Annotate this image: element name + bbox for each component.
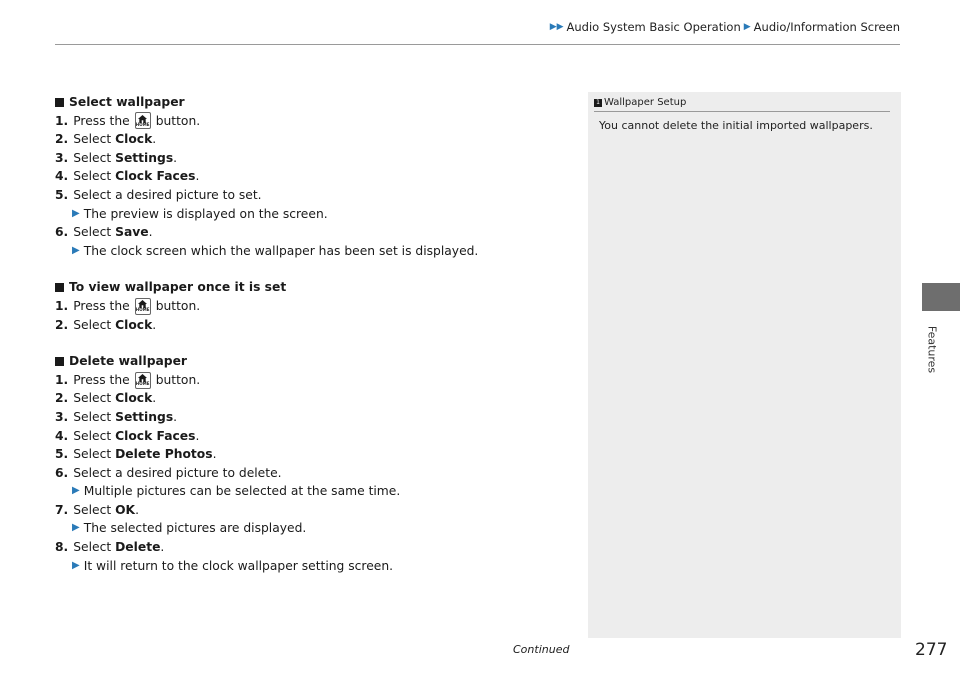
section-title xyxy=(55,352,555,371)
punctuation: . xyxy=(173,409,178,424)
step-result xyxy=(55,557,555,576)
note-text: You cannot delete the initial imported wallpapers. xyxy=(599,119,873,132)
step-text: Select a desired picture to delete. xyxy=(73,465,282,480)
home-button-icon xyxy=(135,298,151,315)
step-result-text: The clock screen which the wallpaper has been set is displayed. xyxy=(83,243,479,258)
square-bullet-icon xyxy=(55,98,64,107)
punctuation: . xyxy=(160,540,165,555)
step-text: Select xyxy=(73,225,112,240)
menu-item-name: Settings xyxy=(115,409,174,424)
home-label: HOME xyxy=(135,381,150,387)
step-number: 2. xyxy=(55,391,69,406)
step-number: 5. xyxy=(55,187,69,202)
step-text: Select xyxy=(73,169,112,184)
menu-item-name: Delete Photos xyxy=(115,447,213,462)
step-number: 3. xyxy=(55,150,69,165)
arrow-icon: ▶ xyxy=(72,559,80,571)
section-title-text: Delete wallpaper xyxy=(69,354,187,369)
main-content xyxy=(55,93,555,575)
step-text: Select xyxy=(73,540,112,555)
punctuation: . xyxy=(212,447,217,462)
header-divider xyxy=(55,44,900,45)
step-text: Select xyxy=(73,428,112,443)
note-number-icon: 1 xyxy=(594,99,602,107)
home-label: HOME xyxy=(135,121,150,127)
step-text: Select xyxy=(73,317,112,332)
step-number: 4. xyxy=(55,428,69,443)
step-number: 4. xyxy=(55,169,69,184)
menu-item-name: Clock Faces xyxy=(115,428,196,443)
step-number: 7. xyxy=(55,502,69,517)
menu-item-name: Clock xyxy=(115,317,153,332)
breadcrumb-item[interactable]: Audio/Information Screen xyxy=(753,20,900,34)
step-number: 3. xyxy=(55,409,69,424)
step-text: Select xyxy=(73,447,112,462)
step xyxy=(55,501,555,520)
menu-item-name: Clock Faces xyxy=(115,169,196,184)
step-text: Select xyxy=(73,409,112,424)
step-number: 6. xyxy=(55,225,69,240)
step-text: Press the xyxy=(73,298,130,313)
breadcrumb xyxy=(550,20,900,34)
step xyxy=(55,186,555,205)
step-number: 2. xyxy=(55,317,69,332)
step xyxy=(55,316,555,335)
punctuation: . xyxy=(152,391,157,406)
step-number: 1. xyxy=(55,372,69,387)
punctuation: . xyxy=(195,428,200,443)
step-text: Press the xyxy=(73,372,130,387)
arrow-icon: ▶ xyxy=(72,485,80,497)
step-number: 6. xyxy=(55,465,69,480)
note-title-text: Wallpaper Setup xyxy=(604,97,687,108)
step-text: Select xyxy=(73,502,112,517)
punctuation: . xyxy=(195,169,200,184)
step-number: 8. xyxy=(55,540,69,555)
step-text: Select xyxy=(73,150,112,165)
square-bullet-icon xyxy=(55,357,64,366)
step-result xyxy=(55,519,555,538)
step-text: button. xyxy=(155,113,201,128)
menu-item-name: OK xyxy=(115,502,136,517)
triangle-icon: ▶ xyxy=(743,22,751,32)
square-bullet-icon xyxy=(55,283,64,292)
step-result-text: It will return to the clock wallpaper setting screen. xyxy=(83,558,394,573)
step xyxy=(55,427,555,446)
triangle-icon: ▶ xyxy=(556,22,564,32)
section-tab-label: Features xyxy=(925,325,939,374)
menu-item-name: Delete xyxy=(115,540,161,555)
step xyxy=(55,149,555,168)
punctuation: . xyxy=(152,132,157,147)
step-result-text: The preview is displayed on the screen. xyxy=(83,206,328,221)
step xyxy=(55,408,555,427)
step xyxy=(55,223,555,242)
home-button-icon xyxy=(135,112,151,129)
step-text: Select xyxy=(73,132,112,147)
arrow-icon: ▶ xyxy=(72,244,80,256)
step-number: 2. xyxy=(55,132,69,147)
step-result xyxy=(55,205,555,224)
step-text: button. xyxy=(155,298,201,313)
step-result xyxy=(55,482,555,501)
step-result xyxy=(55,242,555,261)
step-text: Select xyxy=(73,391,112,406)
step xyxy=(55,130,555,149)
step-number: 5. xyxy=(55,447,69,462)
step-text: Press the xyxy=(73,113,130,128)
step xyxy=(55,371,555,390)
section-title-text: To view wallpaper once it is set xyxy=(69,280,287,295)
menu-item-name: Save xyxy=(115,225,149,240)
breadcrumb-item[interactable]: Audio System Basic Operation xyxy=(566,20,741,34)
section-title xyxy=(55,278,555,297)
section-tab[interactable] xyxy=(922,283,960,311)
punctuation: . xyxy=(148,225,153,240)
triangle-icon: ▶ xyxy=(549,22,557,32)
step xyxy=(55,389,555,408)
punctuation: . xyxy=(173,150,178,165)
home-button-icon xyxy=(135,372,151,389)
step xyxy=(55,297,555,316)
section-title xyxy=(55,93,555,112)
menu-item-name: Clock xyxy=(115,391,153,406)
arrow-icon: ▶ xyxy=(72,207,80,219)
step-text: Select a desired picture to set. xyxy=(73,187,262,202)
step xyxy=(55,538,555,557)
step-number: 1. xyxy=(55,113,69,128)
step-result-text: The selected pictures are displayed. xyxy=(83,521,307,536)
step-number: 1. xyxy=(55,298,69,313)
step xyxy=(55,464,555,483)
menu-item-name: Settings xyxy=(115,150,174,165)
step-text: button. xyxy=(155,372,201,387)
step xyxy=(55,167,555,186)
sidebar-note xyxy=(588,92,901,638)
section-title-text: Select wallpaper xyxy=(69,95,185,109)
step xyxy=(55,445,555,464)
step-result-text: Multiple pictures can be selected at the same time. xyxy=(83,484,401,499)
home-label: HOME xyxy=(135,307,150,313)
note-title xyxy=(594,97,890,112)
continued-label: Continued xyxy=(513,643,570,656)
punctuation: . xyxy=(135,502,139,517)
menu-item-name: Clock xyxy=(115,132,153,147)
page-number: 277 xyxy=(915,640,948,660)
punctuation: . xyxy=(152,317,157,332)
arrow-icon: ▶ xyxy=(72,522,80,534)
step xyxy=(55,112,555,131)
